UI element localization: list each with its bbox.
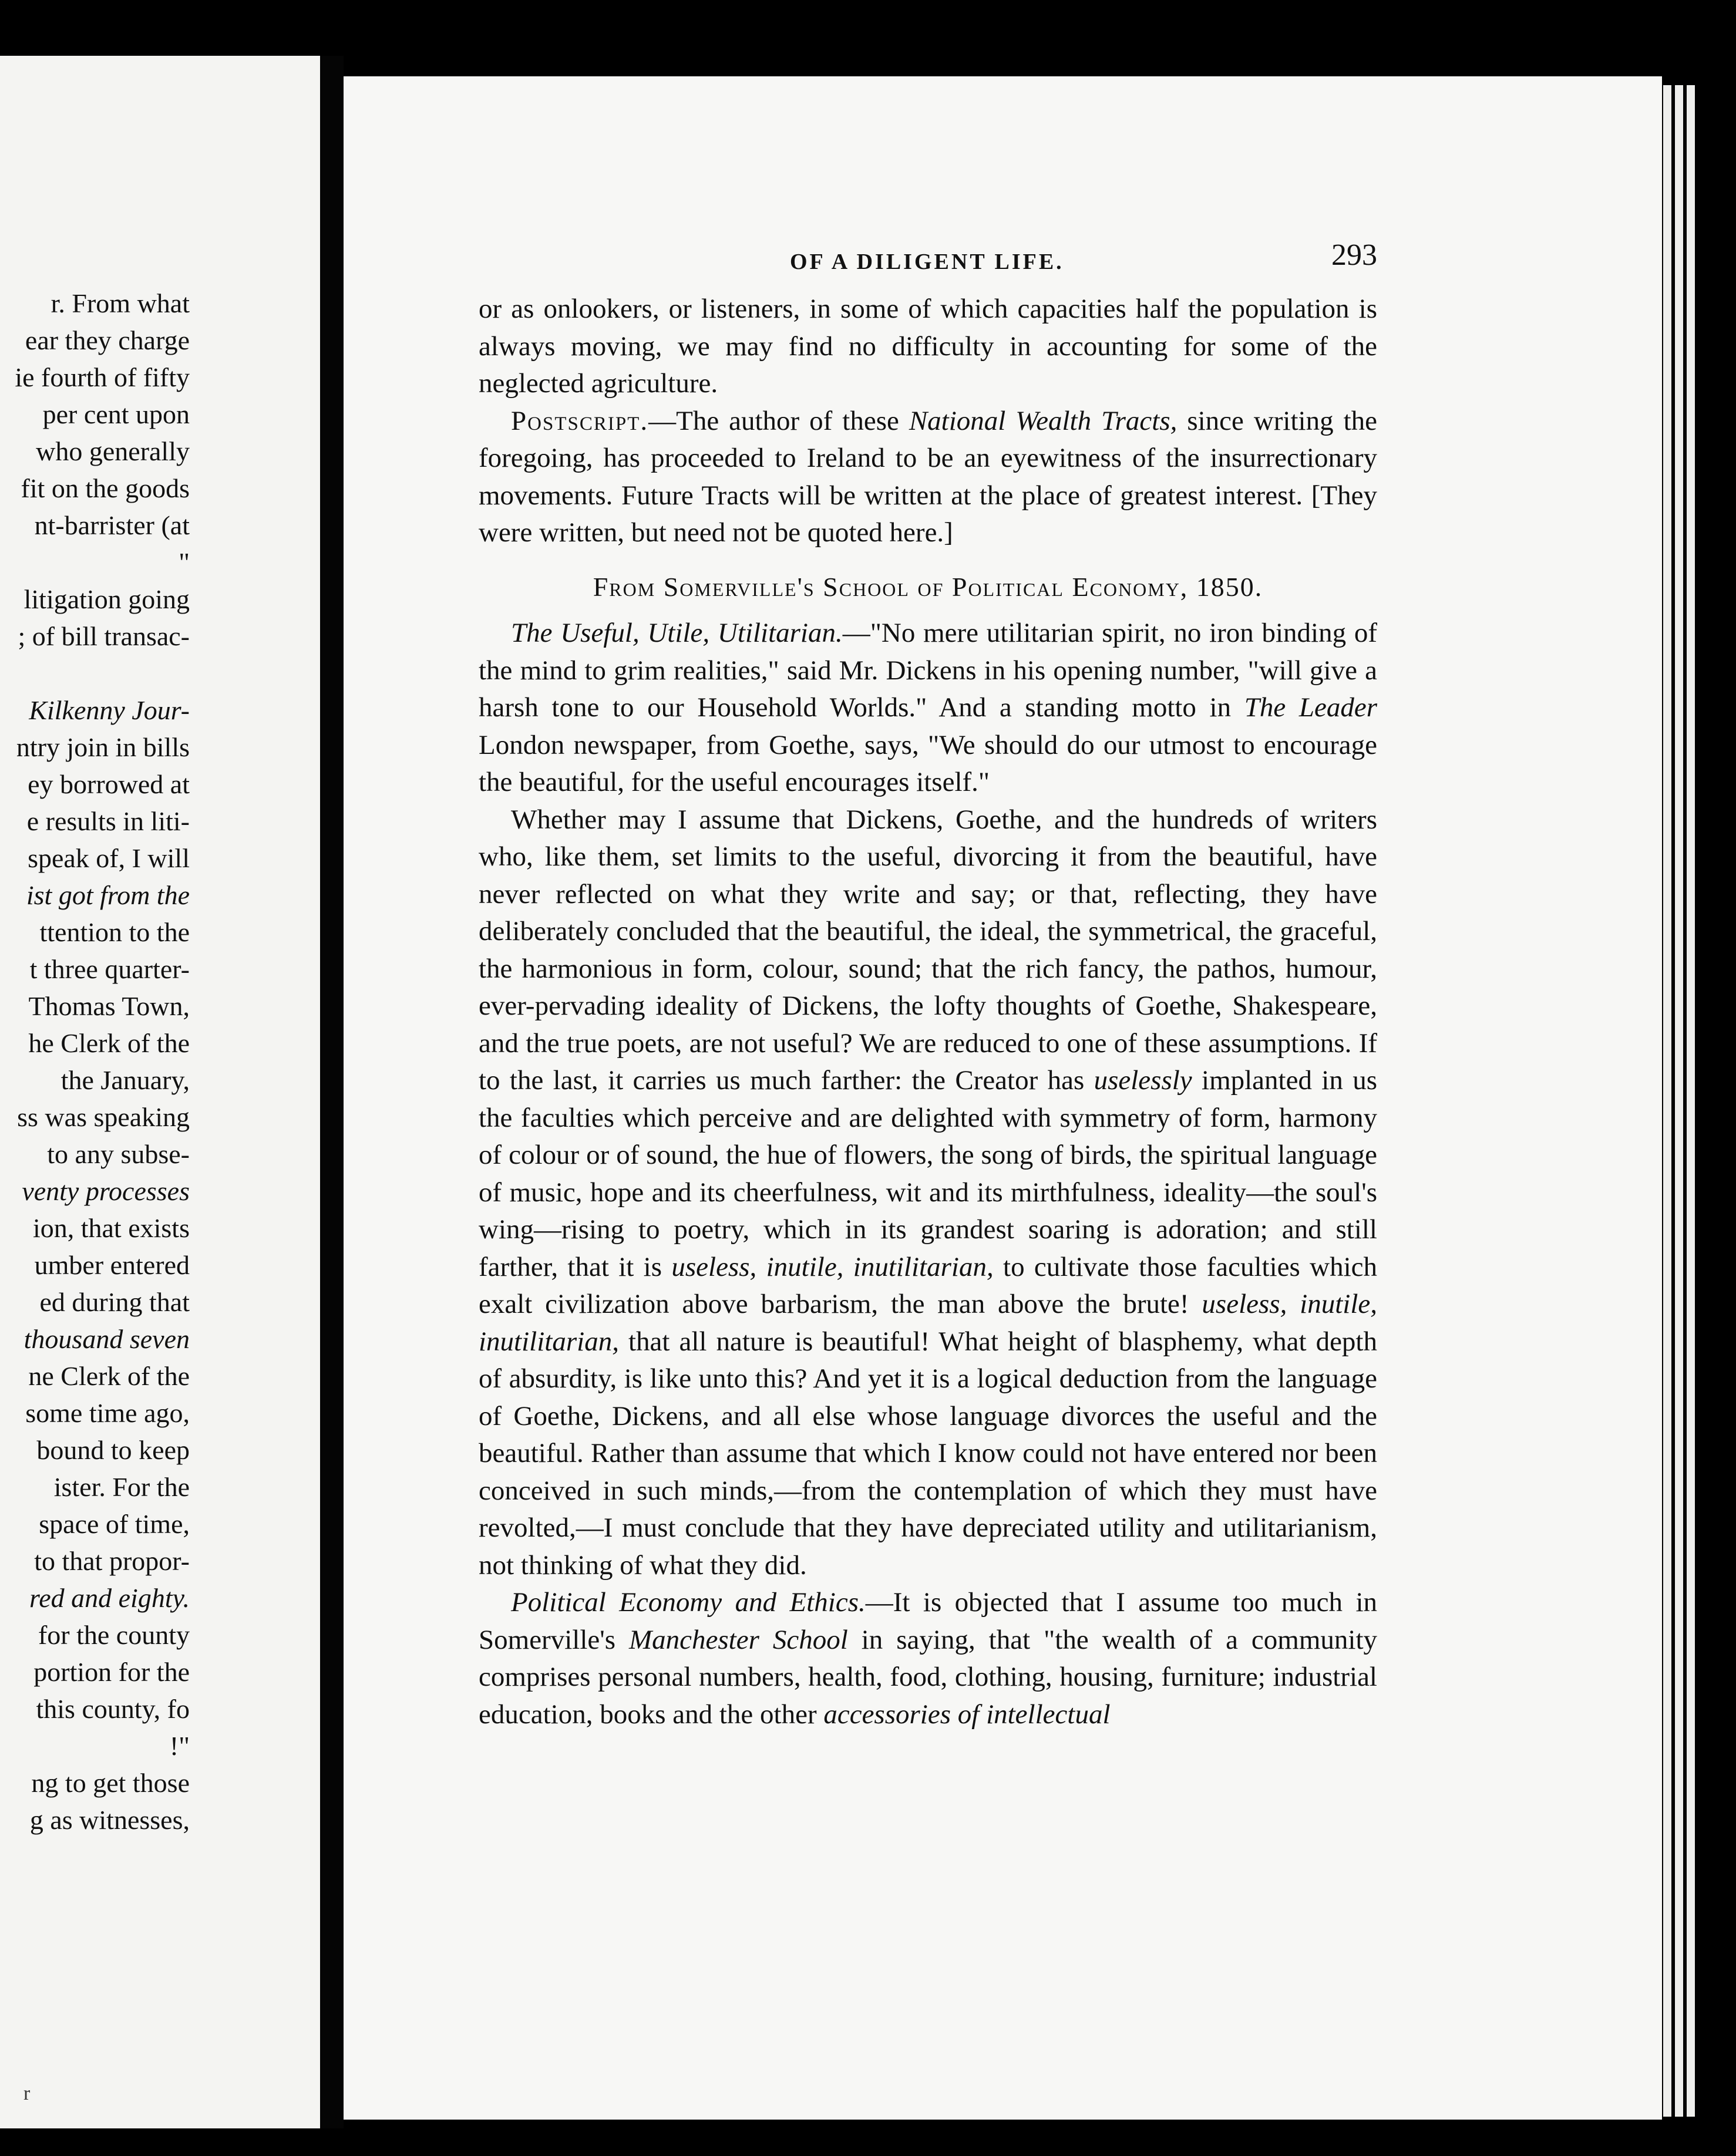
left-page-line: Thomas Town, [28, 991, 190, 1021]
page-edge [1675, 85, 1683, 2117]
left-page-line: per cent upon [42, 399, 190, 429]
left-page-line: ey borrowed at [28, 769, 190, 799]
left-page-line: to that propor- [34, 1546, 190, 1576]
page-body [479, 232, 1377, 1733]
left-page-line: ion, that exists [32, 1213, 190, 1243]
paragraph-political-economy: Political Economy and Ethics.—It is objected that I assume too much in Somerville's Manchester School in saying, that "the wealth of a community comprises personal numbers, health, food, clothing, housing, furniture; industrial education, books and the other accessories of intellectual [479, 1587, 1378, 1730]
paragraph-whether: Whether may I assume that Dickens, Goethe, and the hundreds of writers who, like them, set limits to the useful, divorcing it from the beautiful, have never reflected on what they write and say; or that, reflecting, they have deliberately concluded that the beautiful, the ideal, the symmetrical, the graceful, the harmonious in form, colour, sound; that the rich fancy, the pathos, humour, ever-pervading ideality of Dickens, the lofty thoughts of Goethe, Shakespeare, and the true poets, are not useful? We are reduced to one of these assumptions. If to the last, it carries us much farther: the Creator has uselessly implanted in us the faculties which perceive and are delighted with symmetry of form, harmony of colour or of sound, the hue of flowers, the song of birds, the spiritual language of music, hope and its cheerfulness, wit and its mirthfulness, ideality—the soul's wing—rising to poetry, which in its grandest soaring is adoration; and still farther, that it is useless, inutile, inutilitarian, to cultivate those faculties which exalt civilization above barbarism, the man above the brute! useless, inutile, inutilitarian, that all nature is beautiful! What height of blasphemy, what depth of absurdity, is like unto this? And yet it is a logical deduction from the language of Goethe, Dickens, and all else whose language divorces the useful and the beautiful. Rather than assume that which I know could not have entered nor been conceived in such minds,—from the contemplation of which they must have revolted,—I must conclude that they have depreciated utility and utilitarianism, not thinking of what they did. [479, 804, 1378, 1581]
left-page-line: ist got from the [26, 880, 190, 910]
left-page-line: he Clerk of the [28, 1028, 190, 1058]
paragraph-continuation: or as onlookers, or listeners, in some of which capacities half the population is always moving, we may find no difficulty in accounting for some of the neglected agriculture. [479, 294, 1377, 399]
left-page-line: umber entered [34, 1250, 190, 1280]
left-page-line: ear they charge [25, 325, 190, 355]
left-page-line: space of time, [39, 1509, 190, 1539]
left-page-line: " [179, 547, 190, 577]
corner-mark: r [23, 2083, 31, 2104]
left-page-line: ss was speaking [17, 1102, 190, 1132]
left-page-line: the January, [60, 1065, 190, 1095]
left-page-line: !" [169, 1731, 190, 1761]
running-head [479, 232, 1377, 291]
section-heading: From Somerville's School of Political Economy, 1850. [593, 571, 1263, 602]
left-page-line: red and eighty. [29, 1583, 190, 1613]
page-number: 293 [1331, 238, 1377, 272]
paragraph-useful: The Useful, Utile, Utilitarian.—"No mere utilitarian spirit, no iron binding of the mind to grim realities," said Mr. Dickens in his opening number, "will give a harsh tone to our Household Worlds." And a standing motto in The Leader London newspaper, from Goethe, says, "We should do our utmost to encourage the beautiful, for the useful encourages itself." [479, 618, 1377, 797]
left-page-line: t three quarter- [29, 954, 190, 984]
left-page-fragment [0, 56, 320, 2128]
left-page-line: fit on the goods [21, 473, 190, 503]
left-page-line: thousand seven [23, 1324, 190, 1354]
left-page-line: to any subse- [47, 1139, 190, 1169]
left-page-line: Kilkenny Jour- [29, 695, 190, 725]
left-page-line: bound to keep [36, 1435, 190, 1465]
left-page-line: some time ago, [25, 1398, 190, 1428]
left-page-line [0, 655, 190, 692]
left-page-line: speak of, I will [28, 843, 190, 873]
left-page-line: nt-barrister (at [34, 510, 190, 540]
left-page-line: r. From what [51, 288, 190, 318]
running-head-title: OF A DILIGENT LIFE. [790, 250, 1064, 274]
left-page-line: ie fourth of fifty [15, 362, 190, 392]
left-page-line: ng to get those [31, 1768, 190, 1798]
left-page-line: ; of bill transac- [18, 621, 190, 651]
postscript-lead: Postscript. [511, 405, 649, 436]
left-page-line: ister. For the [53, 1472, 190, 1502]
left-page-line: e results in liti- [26, 806, 190, 836]
left-page-line: ttention to the [39, 917, 190, 947]
left-page-line: litigation going [23, 584, 190, 614]
paragraph-postscript: Postscript.—The author of these National Wealth Tracts, since writing the foregoing, has proceeded to Ireland to be an eyewitness of the insurrectionary movements. Future Tracts will be written at the place of greatest interest. [They were written, but need not be quoted here.] [479, 405, 1377, 548]
left-page-line: this county, fo [36, 1694, 190, 1724]
left-page-line: who generally [36, 436, 190, 466]
left-page-line: venty processes [22, 1176, 190, 1206]
left-page-line: g as witnesses, [29, 1805, 190, 1835]
page-edge [1663, 85, 1671, 2117]
left-page-line: portion for the [33, 1657, 190, 1687]
left-page-line: ntry join in bills [16, 732, 190, 762]
left-page-text [0, 285, 190, 1838]
left-page-line: ne Clerk of the [28, 1361, 190, 1391]
page-edge [1687, 85, 1695, 2117]
left-page-line: for the county [38, 1620, 190, 1650]
left-page-line: ed during that [39, 1287, 190, 1317]
book-gutter [320, 56, 344, 2128]
